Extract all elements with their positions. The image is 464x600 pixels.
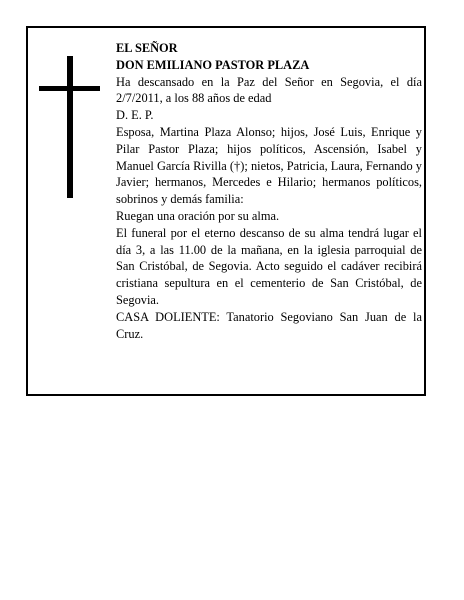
obituary-notice [26,26,426,396]
family-list: Esposa, Martina Plaza Alonso; hijos, José Luis, Enrique y Pilar Pastor Plaza; hijos políticos, Ascensión, Isabel y Manuel García Rivilla (†); nietos, Patricia, Laura, Fernando y Javier; hermanos, Mercedes e Hilario; hermanos políticos, sobrinos y demás familia: [116,124,422,207]
notice-text-block [116,40,422,342]
mourning-house: CASA DOLIENTE: Tanatorio Segoviano San Juan de la Cruz. [116,309,422,341]
heading-title: EL SEÑOR [116,41,178,55]
rip-line: D. E. P. [116,108,154,123]
rest-statement: Ha descansado en la Paz del Señor en Segovia, el día 2/7/2011, a los 88 años de edad [116,74,422,106]
cross-horizontal-bar [39,86,100,91]
funeral-details: El funeral por el eterno descanso de su alma tendrá lugar el día 3, a las 11.00 de la mañana, en la iglesia parroquial de San Cristóbal, de Segovia. Acto seguido el cadáver recibirá cristiana sepultura en el cementerio de San Cristóbal, de Segovia. [116,225,422,307]
cross-vertical-bar [67,56,73,198]
prayer-request: Ruegan una oración por su alma. [116,208,280,223]
deceased-name: DON EMILIANO PASTOR PLAZA [116,57,310,72]
